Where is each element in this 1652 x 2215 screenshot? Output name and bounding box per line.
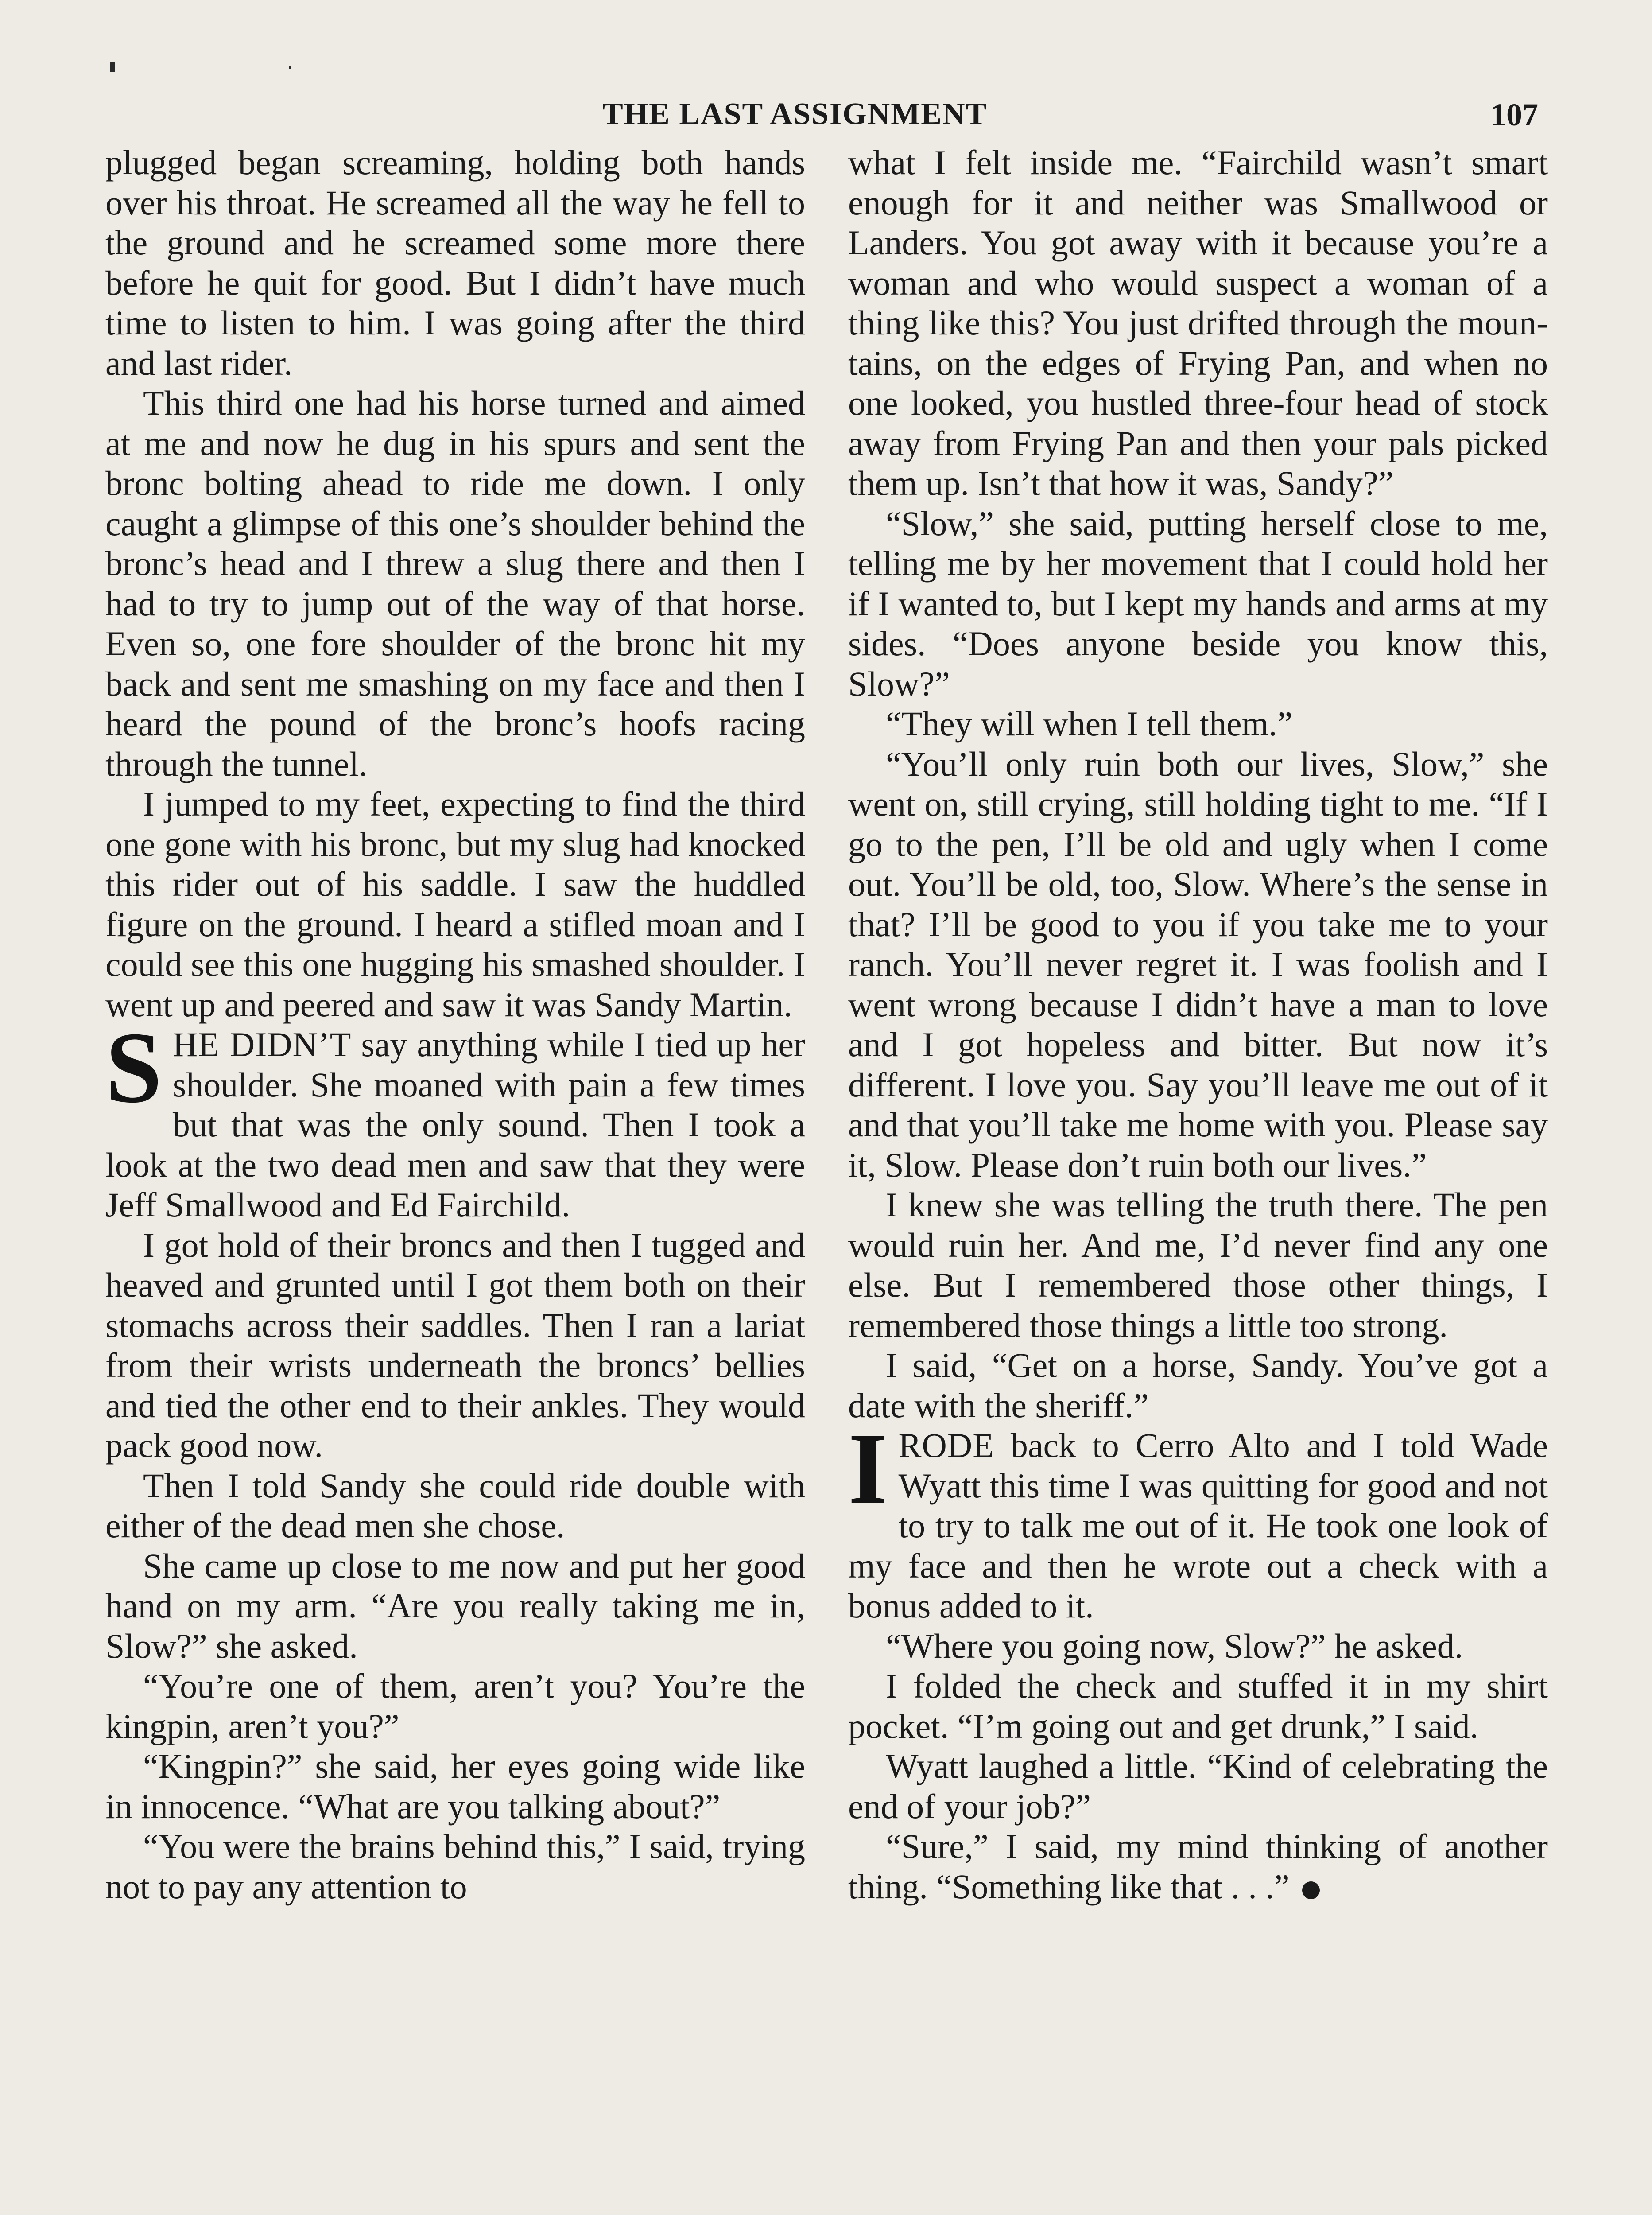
paragraph-text: “Sure,” I said, my mind thinking of another thing. “Something like that . . .” bbox=[848, 1827, 1548, 1906]
paragraph: She came up close to me now and put her good hand on my arm. “Are you really taking me in, Slow?” she asked. bbox=[105, 1546, 805, 1665]
paragraph: Then I told Sandy she could ride double with either of the dead men she chose. bbox=[105, 1466, 805, 1545]
section-opening-paragraph bbox=[848, 1412, 1548, 1626]
paragraph: Wyatt laughed a little. “Kind of celebrating the end of your job?” bbox=[848, 1747, 1548, 1826]
section-lead-caps: HE DIDN’T bbox=[172, 1025, 352, 1064]
paragraph bbox=[848, 1826, 1548, 1907]
drop-cap: I bbox=[848, 1412, 888, 1525]
paragraph: “Where you going now, Slow?” he asked. bbox=[886, 1626, 1463, 1665]
paragraph: I knew she was telling the truth there. The pen would ruin her. And me, I’d never find any one else. But I remembered those other things, I remembered those things a little too strong. bbox=[848, 1185, 1548, 1345]
page-number: 107 bbox=[1490, 97, 1538, 132]
section-opening-paragraph bbox=[105, 1011, 805, 1225]
paragraph: This third one had his horse turned and aimed at me and now he dug in his spurs and sent the bronc bolting ahead to ride me down. I only caught a glimpse of this one’s shoulder behind the bronc’s head and I threw a slug there and then I had to try to jump out of the way of that horse. Even so, one fore shoulder of the bronc hit my back and sent me smashing on my face and then I heard the pound of the bronc’s hoofs racing through the tunnel. bbox=[105, 384, 805, 783]
paragraph: “You’re one of them, aren’t you? You’re the kingpin, aren’t you?” bbox=[105, 1667, 805, 1745]
paragraph: plugged began screaming, holding both hands over his throat. He screamed all the way he fell to the ground and he screamed some more there before he quit for good. But I didn’t have much time to listen to him. I was going after the third and last rider. bbox=[105, 143, 805, 382]
left-column bbox=[105, 143, 805, 1907]
paragraph: I jumped to my feet, expecting to find the third one gone with his bronc, but my slug had knocked this rider out of his saddle. I saw the huddled figure on the ground. I heard a stifled moan and I could see this one hugging his smashed shoulder. I went up and peered and saw it was Sandy Martin. bbox=[105, 785, 805, 1024]
paragraph: I got hold of their broncs and then I tugged and heaved and grunted until I got them both on their stomachs across their saddles. Then I ran a lariat from their wrists underneath the broncs’ bellies and tied the other end to their ankles. They would pack good now. bbox=[105, 1225, 805, 1465]
drop-cap: S bbox=[105, 1011, 162, 1124]
paragraph: “You were the brains behind this,” I said, trying not to pay any attention to bbox=[105, 1827, 805, 1906]
page-header bbox=[0, 97, 1652, 136]
paragraph: “Kingpin?” she said, her eyes going wide like in innocence. “What are you talking about?” bbox=[105, 1747, 805, 1826]
paragraph: I folded the check and stuffed it in my shirt pocket. “I’m going out and get drunk,” I said. bbox=[848, 1667, 1548, 1745]
paragraph-text: say anything while I tied up her shoulder. She moaned with pain a few times but that was the only sound. Then I took a look at the two dead men and saw that they were Jeff Smallwood and Ed Fairchild. bbox=[105, 1025, 805, 1224]
paragraph-text: back to Cerro Alto and I told Wade Wyatt this time I was quitting for good and not to try to talk me out of it. He took one look of my face and then he wrote out a check with a bonus added to it. bbox=[848, 1426, 1548, 1625]
end-of-story-bullet-icon bbox=[1302, 1881, 1320, 1899]
paragraph: “They will when I tell them.” bbox=[886, 704, 1293, 743]
paragraph: I said, “Get on a horse, Sandy. You’ve got a date with the sheriff.” bbox=[848, 1346, 1548, 1425]
paragraph: what I felt inside me. “Fairchild wasn’t smart enough for it and neither was Smallwood or Landers. You got away with it because you’re a woman and who would suspect a woman of a thing like this? You just drifted through the mountains, on the edges of Frying Pan, and when no one looked, you hustled three-four head of stock away from Frying Pan and then your pals picked them up. Isn’t that how it was, Sandy?” bbox=[848, 143, 1548, 502]
running-title: THE LAST ASSIGNMENT bbox=[602, 97, 988, 131]
paragraph: “Slow,” she said, putting herself close to me, telling me by her movement that I could hold her if I wanted to, but I kept my hands and arms at my sides. “Does anyone beside you know this, Slow?” bbox=[848, 504, 1548, 703]
paragraph: “You’ll only ruin both our lives, Slow,” she went on, still crying, still holding tight to me. “If I go to the pen, I’ll be old and ugly when I come out. You’ll be old, too, Slow. Where’s the sense in that? I’ll be good to you if you take me to your ranch. You’ll never regret it. I was foolish and I went wrong because I didn’t have a man to love and I got hopeless and bitter. But now it’s different. I love you. Say you’ll leave me out of it and that you’ll take me home with you. Please say it, Slow. Please don’t ruin both our lives.” bbox=[848, 744, 1548, 1184]
section-lead-caps: RODE bbox=[898, 1426, 994, 1465]
print-speck bbox=[289, 66, 291, 69]
right-column bbox=[848, 143, 1548, 1907]
print-speck bbox=[110, 62, 115, 72]
